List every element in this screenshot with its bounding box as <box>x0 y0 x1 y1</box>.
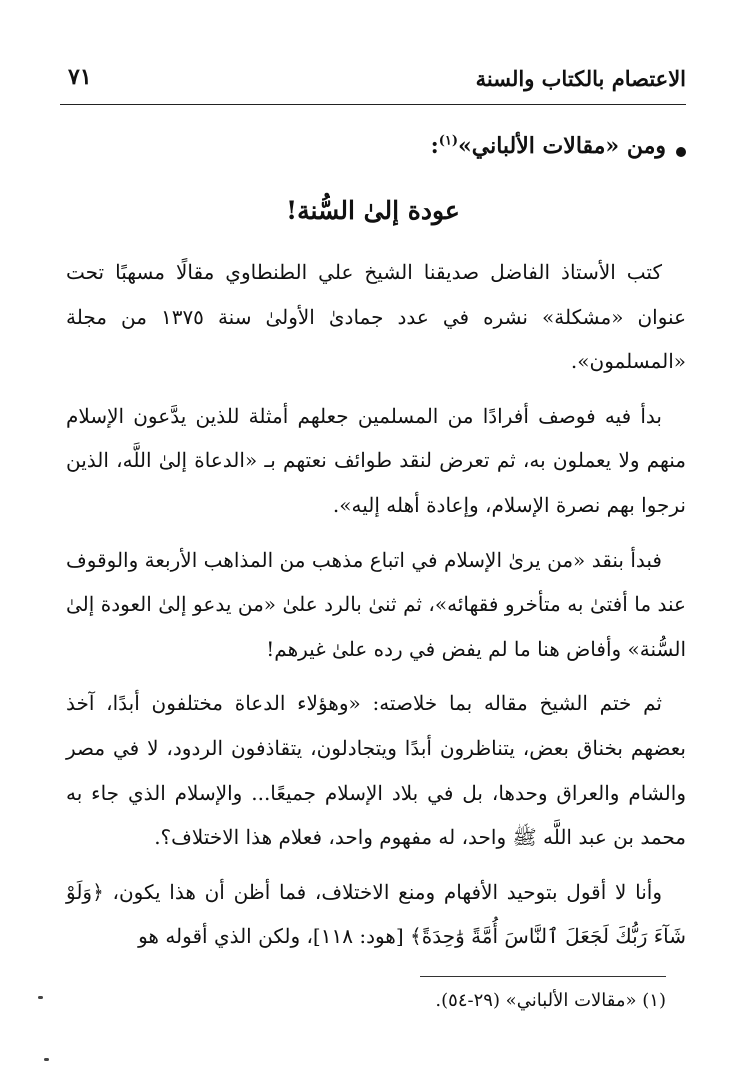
bullet-icon <box>676 147 686 157</box>
page-number: ٧١ <box>68 64 92 90</box>
paragraph: وأنا لا أقول بتوحيد الأفهام ومنع الاختلاف، فما أظن أن هذا يكون، ﴿وَلَوْ شَآءَ رَبُّكَ لَجَعَلَ ٱلنَّاسَ أُمَّةً وَٰحِدَةً﴾ [هود: ١١٨]، ولكن الذي أقوله هو <box>66 879 686 949</box>
intro-label: ومن «مقالات الألباني» <box>457 133 666 159</box>
scan-mark <box>38 996 43 999</box>
footnote-divider <box>420 976 666 977</box>
paragraph: ثم ختم الشيخ مقاله بما خلاصته: «وهؤلاء الدعاة مختلفون أبدًا، آخذ بعضهم بخناق بعض، يتناظرون أبدًا ويتجادلون، يتقاذفون الردود، لا في مصر والشام والعراق وحدها، بل في بلاد الإسلام جميعًا... والإسلام الذي جاء به محمد بن عبد اللَّه ﷺ واحد، له مفهوم واحد، فعلام هذا الاختلاف؟. <box>66 691 686 850</box>
running-header <box>60 60 686 100</box>
header-divider <box>60 104 686 105</box>
running-title: الاعتصام بالكتاب والسنة <box>475 66 686 91</box>
paragraph: بدأ فيه فوصف أفرادًا من المسلمين جعلهم أمثلة للذين يدَّعون الإسلام منهم ولا يعملون به، ثم تعرض لنقد طوائف نعتهم بـ «الدعاة إلىٰ اللَّه، الذين نرجوا بهم نصرة الإسلام، وإعادة أهله إليه». <box>66 403 686 517</box>
scan-mark <box>44 1058 49 1061</box>
intro-colon: : <box>430 133 439 159</box>
article-title: عودة إلىٰ السُّنة! <box>286 196 460 225</box>
paragraph: فبدأ بنقد «من يرىٰ الإسلام في اتباع مذهب من المذاهب الأربعة والوقوف عند ما أفتىٰ به متأخرو فقهائه»، ثم ثنىٰ بالرد علىٰ «من يدعو إلىٰ العودة إلىٰ السُّنة» وأفاض هنا ما لم يفض في رده علىٰ غيرهم! <box>66 547 686 661</box>
footnote-marker: (١) <box>438 133 458 149</box>
article-body <box>66 250 686 969</box>
section-intro <box>431 133 666 159</box>
footnote: (١) «مقالات الألباني» (٢٩-٥٤). <box>435 990 666 1011</box>
paragraph: كتب الأستاذ الفاضل صديقنا الشيخ علي الطنطاوي مقالًا مسهبًا تحت عنوان «مشكلة» نشره في عدد جمادىٰ الأولىٰ سنة ١٣٧٥ من مجلة «المسلمون». <box>66 260 687 374</box>
